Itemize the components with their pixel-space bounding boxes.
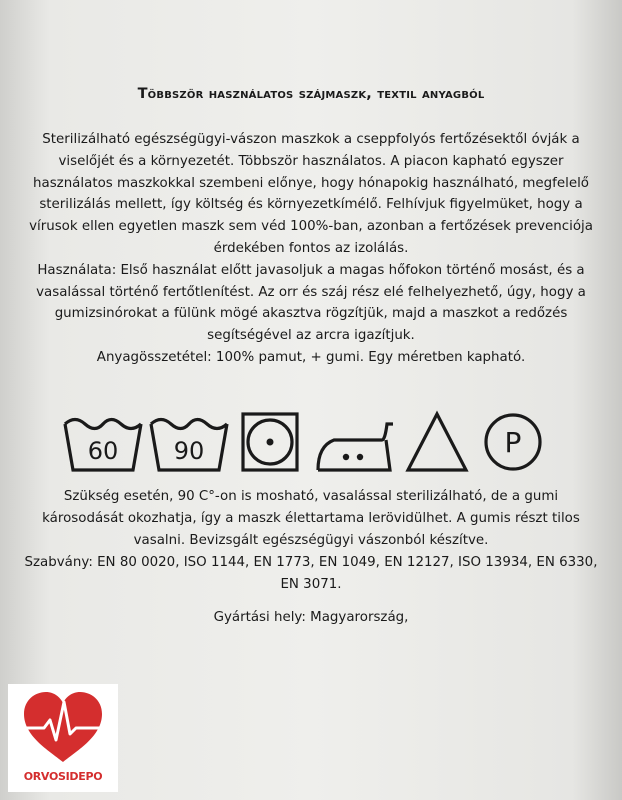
wash-90-label: 90 [173,437,205,465]
dry-clean-p-icon [480,410,546,474]
iron-two-dots-icon [314,410,396,474]
wash-60-label: 60 [87,437,119,465]
origin-text: Gyártási hely: Magyarország, [213,610,409,625]
usage-paragraph: Használata: Első használat előtt javasoljuk a magas hőfokon történő mosást, és a vasalással történő fertőtlenítést. Az orr és száj rész elé felhelyezhető, úgy, hogy a gumizsinórokat a fülünk mögé akasztva rögzítjük, majd a maszkot a redőzés segítségével az arcra igazítjuk. [36,262,586,344]
dry-clean-label: P [504,426,522,459]
heart-ecg-icon [18,688,108,768]
tumble-dry-icon [240,410,302,474]
bleach-triangle-icon [404,410,470,474]
notes-block [24,486,598,596]
document-sheet [18,0,604,800]
washing-note: Szükség esetén, 90 C°-on is mosható, vasalással sterilizálható, de a gumi károsodását okozhatja, így a maszk élettartama lerövidülhet. A gumis részt tilos vasalni. Bevizsgált egészségügyi vászonból készítve. [42,489,580,548]
logo-text: ORVOSIDEPO [23,770,103,783]
document-title: Többször használatos szájmaszk, textil anyagból [137,86,485,102]
care-symbols [62,410,562,476]
composition-paragraph: Anyagösszetétel: 100% pamut, + gumi. Egy méretben kapható. [96,349,526,365]
wash-60-icon [62,410,144,474]
orvosidepo-logo [8,684,118,792]
standards-note: Szabvány: EN 80 0020, ISO 1144, EN 1773, EN 1049, EN 12127, ISO 13934, EN 6330, EN 3071. [24,555,598,592]
wash-90-icon [148,410,230,474]
description-paragraph: Sterilizálható egészségügyi-vászon maszkok a cseppfolyós fertőzésektől óvják a viselőjét és a környezetét. Többször használatos. A piacon kapható egyszer használatos maszkokkal szembeni előnye, hogy hónapokig használható, megfelelő sterilizálás mellett, így költség és környezetkímélő. Felhívjuk figyelmüket, hogy a vírusok ellen egyetlen maszk sem véd 100%-ban, azonban a fertőzések prevenciója érdekében fontos az izolálás. [29,132,593,256]
description-block [24,129,598,369]
